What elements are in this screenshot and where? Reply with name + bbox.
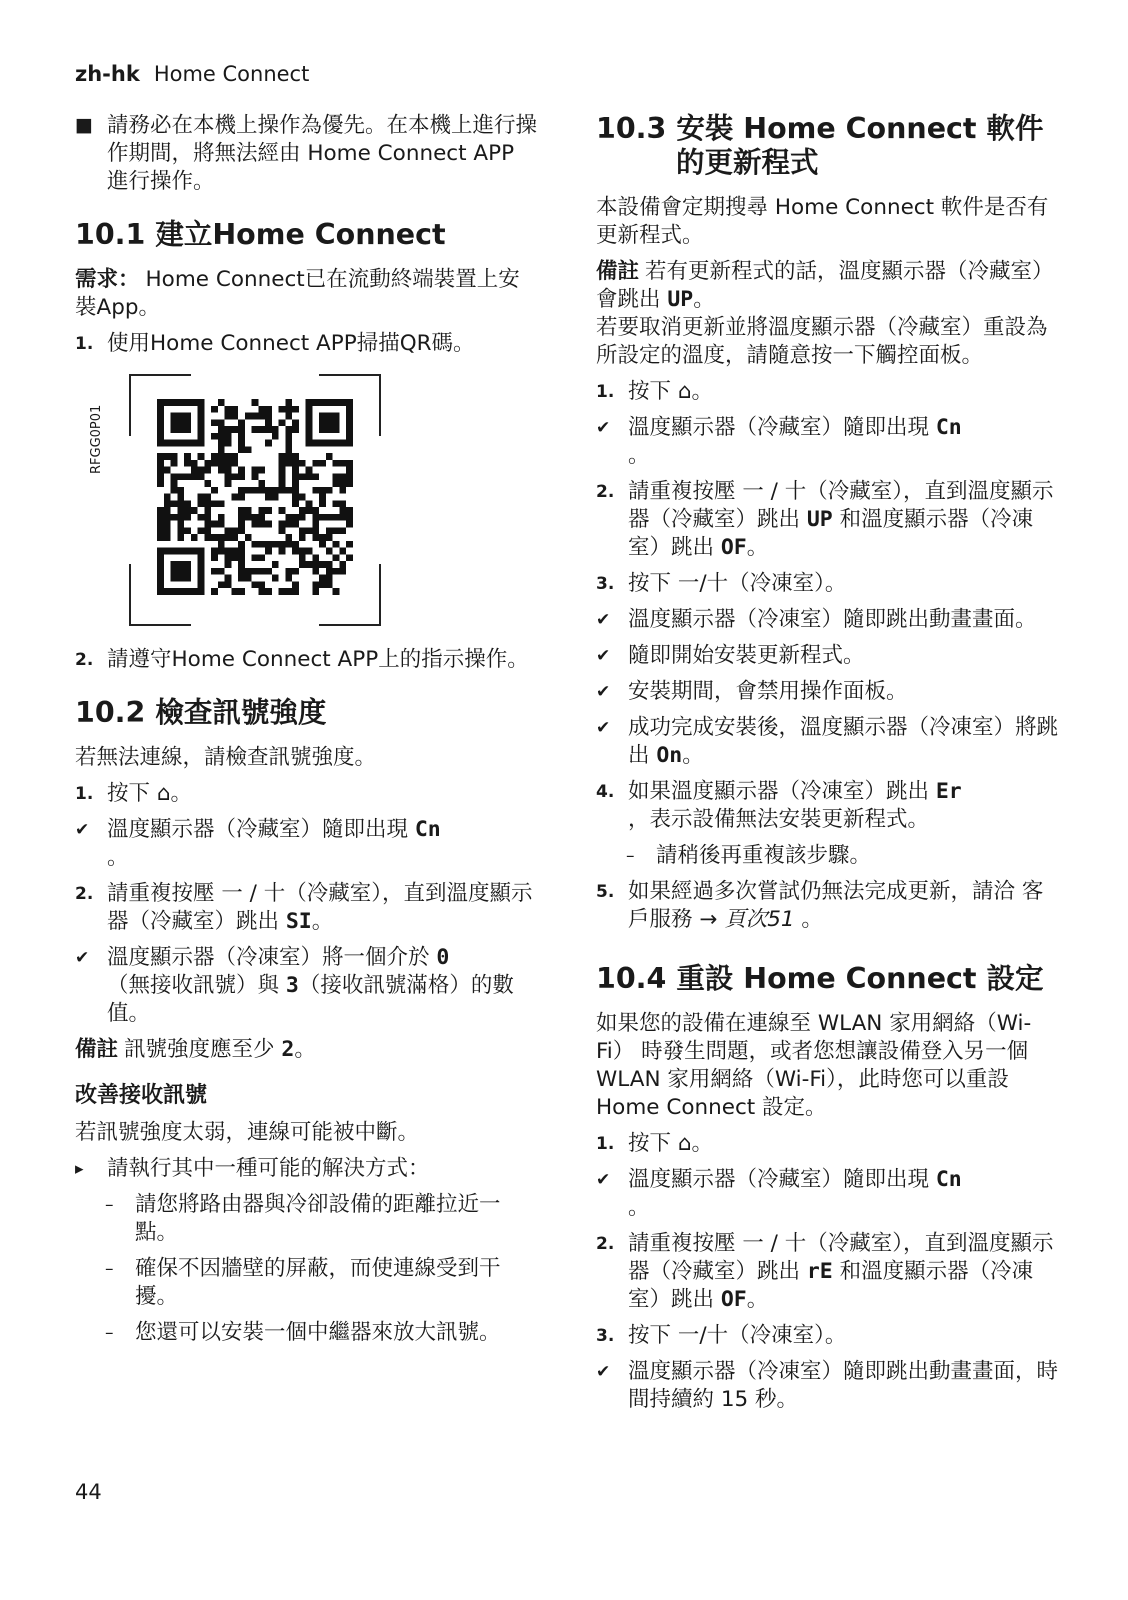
check-icon: ✔ xyxy=(75,820,90,840)
result-item: ✔ 溫度顯示器（冷凍室）隨即跳出動畫畫面。 xyxy=(596,607,1037,632)
bullet-text: 請務必在本機上操作為優先。在本機上進行操作期間，將無法經由 Home Connect APP 進行操作。 xyxy=(107,113,538,194)
result-item: ✔ 溫度顯示器（冷凍室）隨即跳出動畫畫面，時間持續約 15 秒。 xyxy=(596,1359,1059,1412)
dash-item: – 請您將路由器與冷卻設備的距離拉近一點。 xyxy=(105,1192,501,1245)
note-label: 備註 xyxy=(75,1037,119,1062)
step-2: 2. 請重複按壓 一 / 十（冷藏室），直到溫度顯示器（冷藏室）跳出 UP 和溫度顯示器（冷凍室）跳出 OF。 xyxy=(596,479,1054,560)
step-1: 1. 按下 ⌂。 xyxy=(75,781,193,806)
paragraph: 若無法連線，請檢查訊號強度。 xyxy=(75,745,377,770)
section-heading-10-1: 10.1 建立Home Connect xyxy=(75,218,446,251)
check-icon: ✔ xyxy=(596,1362,611,1382)
wifi-button-icon: ⌂ xyxy=(677,379,692,404)
paragraph: 如果您的設備在連線至 WLAN 家用網絡（Wi-Fi） 時發生問題，或者您想讓設備登入另一個 WLAN 家用網絡（Wi-Fi），此時您可以重設 Home Connect 設定。 xyxy=(596,1011,1032,1120)
result-item: ✔ 溫度顯示器（冷藏室）隨即出現 Cn 。 xyxy=(596,415,962,468)
arrow-icon: ▸ xyxy=(75,1159,84,1179)
result-item: ✔ 隨即開始安裝更新程式。 xyxy=(596,643,865,668)
step-1: 1. 按下 ⌂。 xyxy=(596,379,714,404)
wifi-button-icon: ⌂ xyxy=(677,1131,692,1156)
result-item: ✔ 成功完成安裝後，溫度顯示器（冷凍室）將跳出 On。 xyxy=(596,715,1059,768)
note: 備註 若有更新程式的話，溫度顯示器（冷藏室）會跳出 UP。 xyxy=(596,259,1054,312)
check-icon: ✔ xyxy=(596,718,611,738)
note: 備註 訊號強度應至少 2。 xyxy=(75,1037,316,1062)
dash-item: – 確保不因牆壁的屏蔽，而使連線受到干擾。 xyxy=(105,1256,501,1309)
check-icon: ✔ xyxy=(596,682,611,702)
page-header xyxy=(75,62,309,86)
square-bullet-icon: ■ xyxy=(75,114,93,136)
language-code: zh-hk xyxy=(75,62,140,86)
check-icon: ✔ xyxy=(75,948,90,968)
page-number: 44 xyxy=(75,1480,102,1504)
qr-code xyxy=(157,399,353,595)
step-3: 3. 按下 一/十（冷凍室）。 xyxy=(596,571,847,596)
action-item: ▸ 請執行其中一種可能的解決方式： xyxy=(75,1156,430,1181)
paragraph: 若要取消更新並將溫度顯示器（冷藏室）重設為所設定的溫度，請隨意按一下觸控面板。 xyxy=(596,315,1048,368)
display-code: SI xyxy=(285,909,312,934)
paragraph: 若訊號強度太弱，連線可能被中斷。 xyxy=(75,1120,420,1145)
step-1: 1. 使用Home Connect APP掃描QR碼。 xyxy=(75,331,475,356)
dash-item: – 請稍後再重複該步驟。 xyxy=(626,843,872,868)
subheading: 改善接收訊號 xyxy=(75,1083,208,1108)
step-2: 2. 請遵守Home Connect APP上的指示操作。 xyxy=(75,647,529,672)
display-code: Cn xyxy=(414,817,441,842)
check-icon: ✔ xyxy=(596,646,611,666)
step-2: 2. 請重複按壓 一 / 十（冷藏室），直到溫度顯示器（冷藏室）跳出 rE 和溫度顯示器（冷凍室）跳出 OF。 xyxy=(596,1231,1054,1312)
step-3: 3. 按下 一/十（冷凍室）。 xyxy=(596,1323,847,1348)
step-2: 2. 請重複按壓 一 / 十（冷藏室），直到溫度顯示器（冷藏室）跳出 SI。 xyxy=(75,881,533,934)
result-item: ✔ 溫度顯示器（冷藏室）隨即出現 Cn 。 xyxy=(596,1167,962,1220)
wifi-button-icon: ⌂ xyxy=(156,781,171,806)
step-1: 1. 按下 ⌂。 xyxy=(596,1131,714,1156)
right-column xyxy=(596,112,1061,1422)
note-label: 備註 xyxy=(596,259,640,284)
section-heading-10-2: 10.2 檢查訊號強度 xyxy=(75,696,327,729)
left-column xyxy=(75,112,540,1355)
page-reference-link[interactable]: 頁次51 xyxy=(724,907,795,932)
paragraph: 本設備會定期搜尋 Home Connect 軟件是否有更新程式。 xyxy=(596,195,1049,248)
requirement-text: 需求： Home Connect已在流動終端裝置上安裝App。 xyxy=(75,267,520,320)
step-4: 4. 如果溫度顯示器（冷凍室）跳出 Er ，表示設備無法安裝更新程式。 xyxy=(596,779,962,832)
step-5: 5. 如果經過多次嘗試仍無法完成更新，請洽 客戶服務 → 頁次51 。 xyxy=(596,879,1044,932)
qr-code-figure xyxy=(89,374,417,624)
figure-label: RFGG0P01 xyxy=(89,404,104,474)
check-icon: ✔ xyxy=(596,610,611,630)
dash-item: – 您還可以安裝一個中繼器來放大訊號。 xyxy=(105,1320,501,1345)
result-item: ✔ 溫度顯示器（冷藏室）隨即出現 Cn 。 xyxy=(75,817,441,870)
result-item: ✔ 安裝期間，會禁用操作面板。 xyxy=(596,679,908,704)
result-item: ✔ 溫度顯示器（冷凍室）將一個介於 0 （無接收訊號）與 3（接收訊號滿格）的數值。 xyxy=(75,945,514,1026)
check-icon: ✔ xyxy=(596,1170,611,1190)
check-icon: ✔ xyxy=(596,418,611,438)
bullet-item xyxy=(75,112,540,196)
section-heading-10-3: 10.3 安裝 Home Connect 軟件的更新程式 xyxy=(596,112,1044,179)
section-heading-10-4: 10.4 重設 Home Connect 設定 xyxy=(596,962,1044,995)
header-title: Home Connect xyxy=(153,62,310,86)
requirement-label: 需求： xyxy=(75,267,140,292)
